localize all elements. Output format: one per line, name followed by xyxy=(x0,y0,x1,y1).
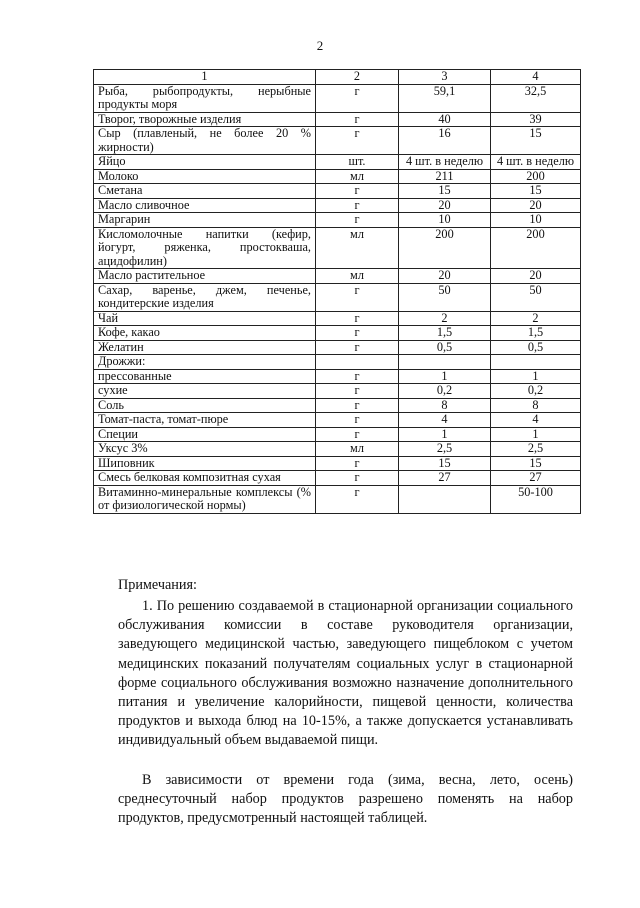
product-name-cell: Маргарин xyxy=(94,213,316,228)
table-row xyxy=(94,355,581,370)
unit-cell: г xyxy=(316,398,399,413)
product-name-cell: Сметана xyxy=(94,184,316,199)
table-row xyxy=(94,485,581,513)
norm-col4-cell: 50-100 xyxy=(491,485,581,513)
product-name-cell: Чай xyxy=(94,311,316,326)
product-name-cell: Желатин xyxy=(94,340,316,355)
norm-col3-cell: 20 xyxy=(399,198,491,213)
product-name-cell: прессованные xyxy=(94,369,316,384)
norm-col4-cell: 1,5 xyxy=(491,326,581,341)
unit-cell: г xyxy=(316,471,399,486)
note-paragraph-1 xyxy=(118,597,573,751)
table-row xyxy=(94,198,581,213)
table-row xyxy=(94,384,581,399)
header-cell: 2 xyxy=(316,70,399,85)
norm-col4-cell: 200 xyxy=(491,169,581,184)
table-row xyxy=(94,283,581,311)
norm-col3-cell: 27 xyxy=(399,471,491,486)
table-row xyxy=(94,340,581,355)
norm-col4-cell: 1 xyxy=(491,427,581,442)
norm-col4-cell: 15 xyxy=(491,456,581,471)
unit-cell: г xyxy=(316,198,399,213)
norm-col4-cell: 4 шт. в неделю xyxy=(491,155,581,170)
norm-col3-cell: 200 xyxy=(399,227,491,269)
table-row xyxy=(94,427,581,442)
table-row xyxy=(94,112,581,127)
norm-col3-cell: 1 xyxy=(399,369,491,384)
product-name-cell: Масло сливочное xyxy=(94,198,316,213)
norm-col4-cell: 2,5 xyxy=(491,442,581,457)
header-cell: 1 xyxy=(94,70,316,85)
norm-col3-cell: 50 xyxy=(399,283,491,311)
table-row xyxy=(94,471,581,486)
product-name-cell: Дрожжи: xyxy=(94,355,316,370)
unit-cell: мл xyxy=(316,442,399,457)
unit-cell: г xyxy=(316,127,399,155)
norm-col3-cell: 2 xyxy=(399,311,491,326)
norm-col3-cell: 1 xyxy=(399,427,491,442)
unit-cell: г xyxy=(316,340,399,355)
unit-cell: г xyxy=(316,213,399,228)
product-name-cell: Масло растительное xyxy=(94,269,316,284)
norm-col3-cell: 10 xyxy=(399,213,491,228)
product-name-cell: Кисломолочные напитки (кефир, йогурт, ряженка, простокваша, ацидофилин) xyxy=(94,227,316,269)
table-row xyxy=(94,169,581,184)
norm-col4-cell: 50 xyxy=(491,283,581,311)
norm-col4-cell: 20 xyxy=(491,269,581,284)
header-cell: 4 xyxy=(491,70,581,85)
unit-cell: г xyxy=(316,427,399,442)
unit-cell: г xyxy=(316,456,399,471)
product-name-cell: Сахар, варенье, джем, печенье, кондитерские изделия xyxy=(94,283,316,311)
norm-col4-cell: 15 xyxy=(491,184,581,199)
unit-cell: г xyxy=(316,326,399,341)
unit-cell: г xyxy=(316,384,399,399)
norm-col3-cell: 4 шт. в неделю xyxy=(399,155,491,170)
table-row xyxy=(94,213,581,228)
product-name-cell: Томат-паста, томат-пюре xyxy=(94,413,316,428)
norm-col3-cell: 15 xyxy=(399,456,491,471)
unit-cell: мл xyxy=(316,269,399,284)
norm-col4-cell: 0,2 xyxy=(491,384,581,399)
norm-col3-cell: 211 xyxy=(399,169,491,184)
note-2-text: В зависимости от времени года (зима, весна, лето, осень) среднесуточный набор продуктов разрешено поменять на набор продуктов, предусмотренный настоящей таблицей. xyxy=(118,772,573,827)
table-header-row xyxy=(94,70,581,85)
norm-col4-cell: 8 xyxy=(491,398,581,413)
product-name-cell: Витаминно-минеральные комплексы (% от физиологической нормы) xyxy=(94,485,316,513)
table-row xyxy=(94,269,581,284)
norm-col3-cell: 1,5 xyxy=(399,326,491,341)
unit-cell: мл xyxy=(316,169,399,184)
table-row xyxy=(94,398,581,413)
unit-cell: г xyxy=(316,369,399,384)
product-name-cell: Кофе, какао xyxy=(94,326,316,341)
unit-cell: г xyxy=(316,413,399,428)
table-row xyxy=(94,127,581,155)
unit-cell: г xyxy=(316,84,399,112)
norm-col4-cell: 32,5 xyxy=(491,84,581,112)
norm-col4-cell: 10 xyxy=(491,213,581,228)
norm-col4-cell: 27 xyxy=(491,471,581,486)
norm-col3-cell: 16 xyxy=(399,127,491,155)
norm-col3-cell: 0,5 xyxy=(399,340,491,355)
unit-cell: шт. xyxy=(316,155,399,170)
product-name-cell: Творог, творожные изделия xyxy=(94,112,316,127)
unit-cell: г xyxy=(316,485,399,513)
table-row xyxy=(94,442,581,457)
norm-col4-cell: 4 xyxy=(491,413,581,428)
unit-cell: г xyxy=(316,311,399,326)
unit-cell: г xyxy=(316,283,399,311)
notes-title: Примечания: xyxy=(118,577,197,593)
note-paragraph-2 xyxy=(118,771,573,829)
norm-col4-cell: 2 xyxy=(491,311,581,326)
header-cell: 3 xyxy=(399,70,491,85)
table-row xyxy=(94,456,581,471)
product-name-cell: Уксус 3% xyxy=(94,442,316,457)
norm-col3-cell xyxy=(399,485,491,513)
norm-col4-cell: 200 xyxy=(491,227,581,269)
norm-col3-cell: 2,5 xyxy=(399,442,491,457)
product-name-cell: сухие xyxy=(94,384,316,399)
norm-col4-cell: 15 xyxy=(491,127,581,155)
product-name-cell: Рыба, рыбопродукты, нерыбные продукты моря xyxy=(94,84,316,112)
norm-col3-cell: 40 xyxy=(399,112,491,127)
product-name-cell: Молоко xyxy=(94,169,316,184)
product-name-cell: Соль xyxy=(94,398,316,413)
note-1-text: 1. По решению создаваемой в стационарной организации социального обслуживания комиссии в составе руководителя организации, заведующего медицинской частью, заведующего пищеблоком с учетом медицинских показаний получателям социальных услуг в стационарной форме социального обслуживания возможно назначение дополнительного питания и увеличение калорийности, пищевой ценности, количества продуктов и выхода блюд на 10-15%, а также допускается устанавливать индивидуальный объем выдаваемой пищи. xyxy=(118,598,573,749)
norm-col3-cell: 8 xyxy=(399,398,491,413)
unit-cell: г xyxy=(316,112,399,127)
unit-cell: г xyxy=(316,184,399,199)
product-name-cell: Специи xyxy=(94,427,316,442)
product-name-cell: Яйцо xyxy=(94,155,316,170)
norm-col4-cell xyxy=(491,355,581,370)
product-name-cell: Шиповник xyxy=(94,456,316,471)
table-row xyxy=(94,227,581,269)
unit-cell: мл xyxy=(316,227,399,269)
norm-col3-cell xyxy=(399,355,491,370)
norm-col4-cell: 1 xyxy=(491,369,581,384)
table-row xyxy=(94,184,581,199)
unit-cell xyxy=(316,355,399,370)
page-number: 2 xyxy=(316,38,324,53)
product-name-cell: Сыр (плавленый, не более 20 % жирности) xyxy=(94,127,316,155)
norm-col4-cell: 20 xyxy=(491,198,581,213)
table-row xyxy=(94,84,581,112)
norm-col4-cell: 0,5 xyxy=(491,340,581,355)
product-name-cell: Смесь белковая композитная сухая xyxy=(94,471,316,486)
norm-col3-cell: 4 xyxy=(399,413,491,428)
norm-col4-cell: 39 xyxy=(491,112,581,127)
norm-col3-cell: 0,2 xyxy=(399,384,491,399)
food-norms-table xyxy=(93,69,581,514)
table-row xyxy=(94,369,581,384)
norm-col3-cell: 20 xyxy=(399,269,491,284)
norm-col3-cell: 59,1 xyxy=(399,84,491,112)
table-row xyxy=(94,311,581,326)
table-row xyxy=(94,413,581,428)
table-row xyxy=(94,155,581,170)
table-row xyxy=(94,326,581,341)
norm-col3-cell: 15 xyxy=(399,184,491,199)
